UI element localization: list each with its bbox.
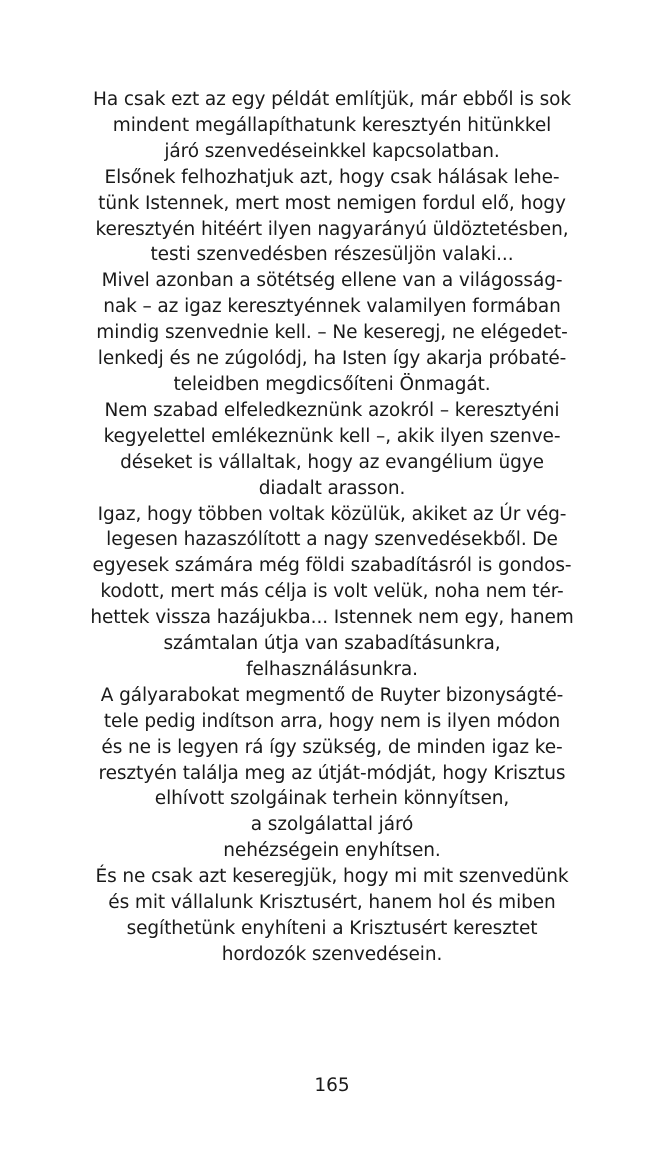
text-line: testi szenvedésben részesüljön valaki...: [150, 244, 514, 266]
text-line: nehézségein enyhítsen.: [223, 840, 441, 862]
text-line: Nem szabad elfeledkeznünk azokról – keresztyéni: [104, 399, 560, 421]
text-line: diadalt arasson.: [258, 477, 406, 499]
text-line: És ne csak azt keseregjük, hogy mi mit szenvedünk: [95, 866, 569, 888]
text-line: mindig szenvednie kell. – Ne keseregj, ne elégedet-: [96, 322, 568, 344]
text-line: kodott, mert más célja is volt velük, noha nem tér-: [100, 581, 564, 603]
body-text: [60, 87, 604, 968]
text-line: lenkedj és ne zúgolódj, ha Isten így akarja próbaté-: [97, 348, 567, 370]
text-line: számtalan útja van szabadításunkra,: [163, 633, 501, 655]
text-line: Igaz, hogy többen voltak közülük, akiket az Úr vég-: [97, 503, 567, 525]
text-line: hettek vissza hazájukba... Istennek nem egy, hanem: [90, 607, 574, 629]
text-line: elhívott szolgáinak terhein könnyítsen,: [154, 788, 510, 810]
text-line: és mit vállalunk Krisztusért, hanem hol és miben: [108, 892, 556, 914]
text-line: a szolgálattal járó: [250, 814, 414, 836]
text-line: járó szenvedéseinkkel kapcsolatban.: [164, 140, 500, 162]
text-line: legesen hazaszólított a nagy szenvedésekből. De: [106, 529, 558, 551]
text-line: keresztyén hitéért ilyen nagyarányú üldöztetésben,: [95, 218, 569, 240]
text-line: resztyén találja meg az útját-módját, hogy Krisztus: [98, 762, 566, 784]
text-line: felhasználásunkra.: [246, 658, 418, 680]
text-line: nak – az igaz keresztyénnek valamilyen formában: [103, 296, 561, 318]
page-number: 165: [314, 1075, 350, 1096]
text-line: tele pedig indítson arra, hogy nem is ilyen módon: [103, 710, 561, 732]
text-line: tünk Istennek, mert most nemigen fordul elő, hogy: [98, 192, 566, 214]
text-line: Ha csak ezt az egy példát említjük, már ebből is sok: [93, 89, 571, 110]
text-line: Elsőnek felhozhatjuk azt, hogy csak hálásak lehe-: [104, 166, 560, 188]
text-line: és ne is legyen rá így szükség, de minden igaz ke-: [101, 736, 563, 758]
text-line: déseket is vállaltak, hogy az evangélium ügye: [120, 451, 544, 473]
text-line: kegyelettel emlékeznünk kell –, akik ilyen szenve-: [103, 425, 561, 447]
text-line: segíthetünk enyhíteni a Krisztusért keresztet: [126, 918, 538, 939]
text-line: teleidben megdicsőíteni Önmagát.: [173, 373, 491, 395]
text-line: hordozók szenvedésein.: [221, 943, 443, 965]
text-line: egyesek számára még földi szabadításról is gondos-: [92, 555, 572, 577]
text-line: Mivel azonban a sötétség ellene van a világosság-: [101, 270, 563, 292]
text-line: A gályarabokat megmentő de Ruyter bizonyságté-: [100, 684, 564, 706]
text-line: mindent megállapíthatunk keresztyén hitünkkel: [112, 114, 552, 136]
